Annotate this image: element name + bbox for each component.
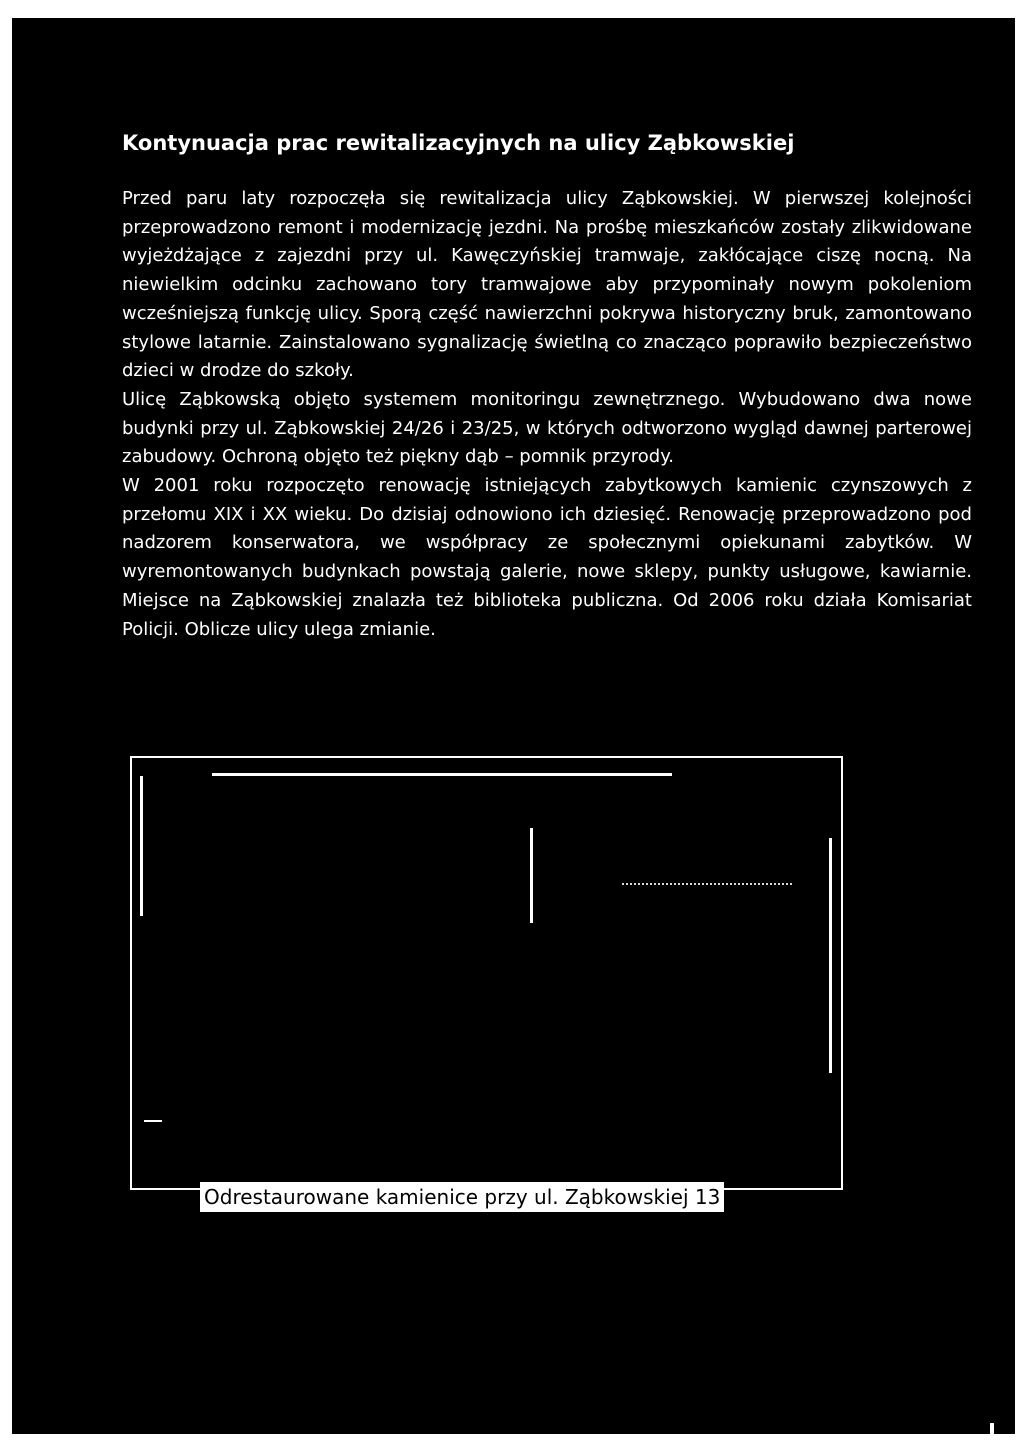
scanned-page (12, 18, 1015, 1434)
figure-caption: Odrestaurowane kamienice przy ul. Ząbkowskiej 13 (200, 1182, 724, 1212)
paragraph-street-renovation: Przed paru laty rozpoczęła się rewitalizacja ulicy Ząbkowskiej. W pierwszej kolejności przeprowadzono remont i modernizację jezdni. Na prośbę mieszkańców zostały zlikwidowane wyjeżdżające z zajezdni przy ul. Kawęczyńskiej tramwaje, zakłócające ciszę nocną. Na niewielkim odcinku zachowano tory tramwajowe aby przypominały nowym pokoleniom wcześniejszą funkcję ulicy. Sporą część nawierzchni pokrywa historyczny bruk, zamontowano stylowe latarnie. Zainstalowano sygnalizację świetlną co znacząco poprawiło bezpieczeństwo dzieci w drodze do szkoły. (122, 188, 972, 382)
paragraph-monitoring-and-new-buildings: Ulicę Ząbkowską objęto systemem monitoringu zewnętrznego. Wybudowano dwa nowe budynki przy ul. Ząbkowskiej 24/26 i 23/25, w których odtworzono wygląd dawnej parterowej zabudowy. Ochroną objęto też piękny dąb – pomnik przyrody. (122, 388, 972, 468)
photo-scan-noise (622, 883, 792, 889)
article-body (122, 185, 972, 644)
photo-scan-streak-top (212, 773, 672, 776)
paragraph-tenement-renovation: W 2001 roku rozpoczęto renowację istniejących zabytkowych kamienic czynszowych z przełomu XIX i XX wieku. Do dzisiaj odnowiono ich dziesięć. Renowację przeprowadzono pod nadzorem konserwatora, we współpracy ze społecznymi opiekunami zabytków. W wyremontowanych budynkach powstają galerie, nowe sklepy, punkty usługowe, kawiarnie. Miejsce na Ząbkowskiej znalazła też biblioteka publiczna. Od 2006 roku działa Komisariat Policji. Oblicze ulicy ulega zmianie. (122, 475, 972, 640)
photo-scan-streak-middle (530, 828, 533, 923)
photo-restored-tenements (130, 756, 843, 1190)
page-corner-mark (990, 1423, 994, 1445)
photo-scan-streak-right (829, 838, 832, 1073)
photo-scan-streak-left (140, 776, 143, 916)
photo-scan-speck-bottom-left (144, 1120, 162, 1122)
article-title: Kontynuacja prac rewitalizacyjnych na ulicy Ząbkowskiej (122, 131, 795, 155)
